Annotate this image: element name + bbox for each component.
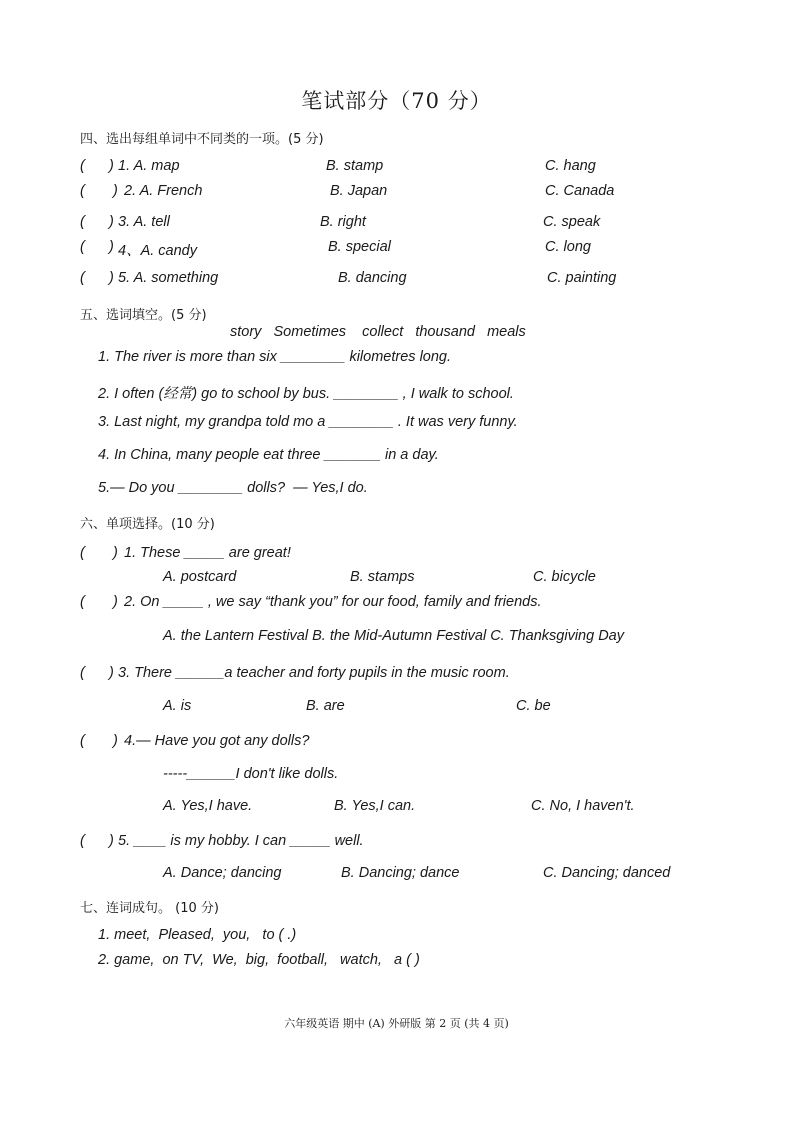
option-c: C. be [516,698,551,714]
page-footer: 六年级英语 期中 (A) 外研版 第 2 页 (共 4 页) [284,1017,509,1030]
option-c: C. long [545,239,591,255]
section-5-heading: 五、选词填空。(5 分) [80,308,207,323]
answer-blank: ( ) [80,239,114,255]
option-a: A. postcard [163,569,237,585]
answer-blank: ( ) [80,594,118,610]
options-line: A. the Lantern Festival B. the Mid-Autumn Festival C. Thanksgiving Day [163,628,624,644]
option-c: C. bicycle [533,569,596,585]
fill-blank-item: 3. Last night, my grandpa told mo a ________ . It was very funny. [98,414,518,430]
option-c: C. hang [545,158,596,174]
word-order-item: 1. meet, Pleased, you, to ( .) [98,927,297,943]
answer-blank: ( ) [80,270,114,286]
fill-blank-item: 2. I often (经常) go to school by bus. ________ , I walk to school. [98,386,514,402]
option-b: B. dancing [338,270,407,286]
fill-blank-item: 5.— Do you ________ dolls? — Yes,I do. [98,480,368,496]
option-b: B. Dancing; dance [341,865,460,881]
option-a: A. Yes,I have. [163,798,253,814]
answer-blank: ( ) [80,214,114,230]
question-text: 3. There ______a teacher and forty pupils in the music room. [118,665,510,681]
option-c: C. Dancing; danced [543,865,671,881]
option-b: B. stamp [326,158,384,174]
answer-blank: ( ) [80,158,114,174]
answer-blank: ( ) [80,665,114,681]
option-a: A. Dance; dancing [163,865,282,881]
answer-blank: ( ) [80,545,118,561]
fill-blank-item: 4. In China, many people eat three _______ in a day. [98,447,439,463]
question-text: 4、A. candy [118,243,197,259]
option-b: B. stamps [350,569,415,585]
option-c: C. Canada [545,183,615,199]
section-7-heading: 七、连词成句。 (10 分) [80,901,219,916]
answer-blank: ( ) [80,833,114,849]
question-text: 2. A. French [124,183,203,199]
word-order-item: 2. game, on TV, We, big, football, watch, a ( ) [98,952,420,968]
reply-text: -----______I don't like dolls. [163,766,339,782]
option-b: B. Japan [330,183,388,199]
question-text: 1. A. map [118,158,180,174]
option-b: B. Yes,I can. [334,798,416,814]
option-c: C. No, I haven't. [531,798,635,814]
section-4-heading: 四、选出每组单词中不同类的一项。(5 分) [80,132,324,147]
question-text: 5. A. something [118,270,219,286]
word-bank: story Sometimes collect thousand meals [230,324,526,340]
question-text: 4.— Have you got any dolls? [124,733,310,749]
answer-blank: ( ) [80,733,118,749]
answer-blank: ( ) [80,183,118,199]
question-text: 5. ____ is my hobby. I can _____ well. [118,833,364,849]
question-text: 3. A. tell [118,214,170,230]
option-a: A. is [163,698,192,714]
option-c: C. speak [543,214,601,230]
option-b: B. right [320,214,366,230]
question-text: 2. On _____ , we say “thank you” for our food, family and friends. [124,594,542,610]
page-title: 笔试部分（70 分） [301,89,492,113]
question-text: 1. These _____ are great! [124,545,291,561]
section-6-heading: 六、单项选择。(10 分) [80,517,215,532]
fill-blank-item: 1. The river is more than six ________ kilometres long. [98,349,452,365]
option-c: C. painting [547,270,617,286]
option-b: B. are [306,698,345,714]
option-b: B. special [328,239,391,255]
